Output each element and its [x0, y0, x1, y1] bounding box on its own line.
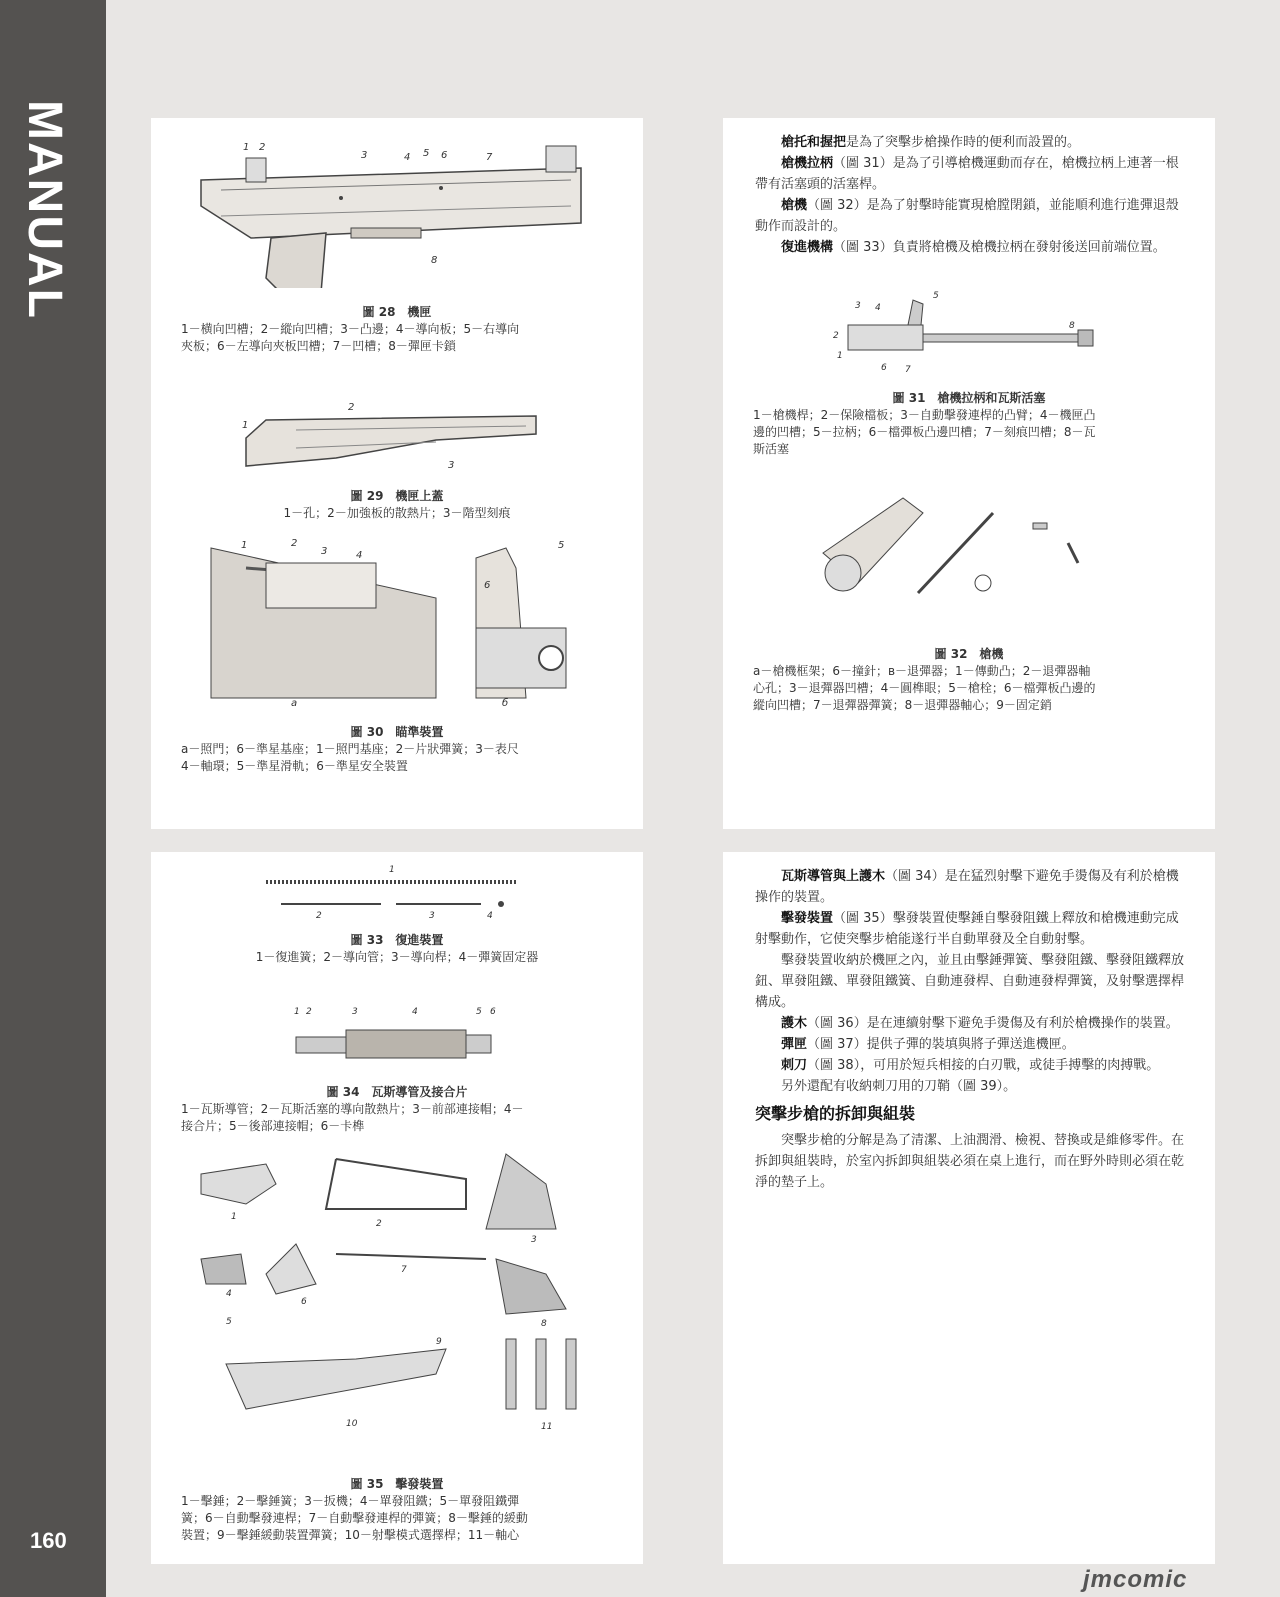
fig35-label-1: 1 [231, 1212, 237, 1222]
fig33-illustration [261, 862, 521, 922]
fig35-line-3: 裝置；9－擊錘緩動裝置彈簧；10－射擊模式選擇桿；11－軸心 [181, 1528, 520, 1542]
paragraph-charging-handle: 槍機拉柄（圖 31）是為了引導槍機運動而存在，槍機拉柄上連著一根帶有活塞頭的活塞桿。 [755, 156, 1179, 192]
fig31-label-7: 7 [905, 365, 911, 375]
fig31-label-4: 4 [875, 303, 881, 313]
fig32-line-1: a－槍機框架；6－撞針；в－退彈器；1－傳動凸；2－退彈器軸 [753, 664, 1091, 678]
fig29-label-3: 3 [448, 460, 455, 471]
fig35-label-6: 6 [301, 1297, 307, 1307]
fig29-label-1: 1 [242, 420, 249, 431]
text-block-bottom [755, 866, 1185, 1193]
fig28-label-3: 3 [361, 150, 368, 161]
paragraph-bayonet: 刺刀（圖 38），可用於短兵相接的白刃戰，或徒手搏擊的肉搏戰。 [781, 1058, 1160, 1073]
fig31-title: 圖 31 槍機拉柄和瓦斯活塞 [892, 391, 1046, 405]
fig32-line-2: 心孔；3－退彈器凹槽；4－圓榫眼；5－槍栓；6－檔彈板凸邊的 [753, 681, 1096, 695]
fig34-label-5: 5 [476, 1007, 482, 1017]
figure-panel-top-right [723, 118, 1215, 829]
fig31-line-2: 邊的凹槽；5－拉柄；6－檔彈板凸邊凹槽；7－刻痕凹槽；8－瓦 [753, 425, 1096, 439]
fig28-caption [181, 304, 613, 355]
fig35-label-7: 7 [401, 1265, 407, 1275]
fig32-illustration [813, 493, 1113, 633]
fig35-label-3: 3 [531, 1235, 537, 1245]
fig34-label-6: 6 [490, 1007, 496, 1017]
fig29-caption [181, 488, 613, 522]
fig28-label-5: 5 [423, 148, 430, 159]
sidebar-title: MANUAL [18, 100, 71, 320]
fig30-label-3: 3 [321, 546, 328, 557]
fig34-line-1: 1－瓦斯導管；2－瓦斯活塞的導向散熱片；3－前部連接帽；4－ [181, 1102, 524, 1116]
paragraph-trigger-parts: 擊發裝置收納於機匣之內，並且由擊錘彈簧、擊發阻鐵、擊發阻鐵釋放鈕、單發阻鐵、單發阻鐵簧、自動連發桿、自動連發桿彈簧，及射擊選擇桿構成。 [755, 953, 1185, 1010]
fig33-label-3: 3 [429, 911, 435, 921]
fig30-caption [181, 724, 613, 775]
text-panel-bottom-right [723, 852, 1215, 1564]
fig33-label-1: 1 [389, 865, 395, 875]
fig33-caption [181, 932, 613, 966]
fig30-label-6: 6 [484, 580, 491, 591]
fig31-label-8: 8 [1069, 321, 1075, 331]
fig35-line-2: 簧；6－自動擊發連桿；7－自動擊發連桿的彈簧；8－擊錘的緩動 [181, 1511, 528, 1525]
fig35-label-10: 10 [346, 1419, 358, 1429]
fig30-label-2: 2 [291, 538, 298, 549]
fig31-label-2: 2 [833, 331, 839, 341]
fig34-label-4: 4 [412, 1007, 418, 1017]
sidebar [0, 0, 106, 1597]
fig30-line-2: 4－軸環；5－準星滑軌；6－準星安全裝置 [181, 759, 408, 773]
fig29-line-1: 1－孔；2－加強板的散熱片；3－階型刻痕 [283, 506, 511, 520]
fig34-label-2: 2 [306, 1007, 312, 1017]
fig30-label-b: б [502, 698, 509, 709]
fig28-label-8: 8 [431, 255, 438, 266]
fig34-label-3: 3 [352, 1007, 358, 1017]
fig30-label-a: a [291, 698, 298, 709]
fig35-label-11: 11 [541, 1422, 553, 1432]
fig34-line-2: 接合片；5－後部連接帽；6－卡榫 [181, 1119, 365, 1133]
fig29-illustration [236, 398, 546, 478]
fig28-label-7: 7 [486, 152, 493, 163]
fig35-label-8: 8 [541, 1319, 547, 1329]
figure-panel-bottom-left [151, 852, 643, 1564]
paragraph-stock: 槍托和握把是為了突擊步槍操作時的便利而設置的。 [781, 135, 1081, 150]
fig34-illustration [286, 1002, 506, 1072]
fig31-caption [753, 390, 1185, 458]
text-block-top [755, 132, 1185, 258]
paragraph-disassembly: 突擊步槍的分解是為了清潔、上油潤滑、檢視、替換或是維修零件。在拆卸與組裝時，於室內拆卸與組裝必須在桌上進行，而在野外時則必須在乾淨的墊子上。 [755, 1133, 1185, 1190]
fig28-illustration [191, 128, 591, 288]
fig35-illustration [186, 1144, 596, 1444]
fig32-caption [753, 646, 1185, 714]
paragraph-trigger: 擊發裝置（圖 35）擊發裝置使擊錘自擊發阻鐵上釋放和槍機連動完成射擊動作，它使突擊步槍能遂行半自動單發及全自動射擊。 [755, 911, 1179, 947]
fig33-title: 圖 33 復進裝置 [350, 933, 444, 947]
fig30-illustration [206, 538, 576, 728]
fig30-title: 圖 30 瞄準裝置 [350, 725, 444, 739]
figure-panel-top-left [151, 118, 643, 829]
watermark: jmcomic [1083, 1566, 1188, 1593]
fig30-label-1: 1 [241, 540, 248, 551]
fig35-label-9: 9 [436, 1337, 442, 1347]
fig31-illustration [823, 290, 1103, 380]
fig28-label-6: 6 [441, 150, 448, 161]
paragraph-scabbard: 另外還配有收納刺刀用的刀鞘（圖 39）。 [781, 1079, 1017, 1094]
fig31-label-6: 6 [881, 363, 887, 373]
fig28-line-2: 夾板；6－左導向夾板凹槽；7－凹槽；8－彈匣卡鎖 [181, 339, 456, 353]
fig33-label-2: 2 [316, 911, 322, 921]
paragraph-gas-tube: 瓦斯導管與上護木（圖 34）是在猛烈射擊下避免手燙傷及有利於槍機操作的裝置。 [755, 869, 1179, 905]
paragraph-bolt: 槍機（圖 32）是為了射擊時能實現槍膛閉鎖，並能順利進行進彈退殼動作而設計的。 [755, 198, 1179, 234]
fig35-title: 圖 35 擊發裝置 [350, 1477, 444, 1491]
page-number: 160 [30, 1528, 67, 1553]
fig31-label-3: 3 [855, 301, 861, 311]
paragraph-magazine: 彈匣（圖 37）提供子彈的裝填與將子彈送進機匣。 [781, 1037, 1075, 1052]
fig29-title: 圖 29 機匣上蓋 [350, 489, 444, 503]
fig28-title: 圖 28 機匣 [362, 305, 432, 319]
fig28-line-1: 1－横向凹槽；2－縱向凹槽；3－凸邊；4－導向板；5－右導向 [181, 322, 520, 336]
paragraph-recoil: 復進機構（圖 33）負責將槍機及槍機拉柄在發射後送回前端位置。 [781, 240, 1166, 255]
fig31-label-1: 1 [837, 351, 843, 361]
fig31-line-3: 斯活塞 [753, 442, 790, 456]
fig30-label-4: 4 [356, 550, 363, 561]
fig32-title: 圖 32 槍機 [934, 647, 1004, 661]
fig28-label-1: 1 [243, 142, 250, 153]
fig35-label-5: 5 [226, 1317, 232, 1327]
fig32-line-3: 縱向凹槽；7－退彈器彈簧；8－退彈器軸心；9－固定銷 [753, 698, 1052, 712]
fig29-label-2: 2 [348, 402, 355, 413]
fig31-line-1: 1－槍機桿；2－保險檔板；3－自動擊發連桿的凸臂；4－機匣凸 [753, 408, 1096, 422]
fig35-line-1: 1－擊錘；2－擊錘簧；3－扳機；4－單發阻鐵；5－單發阻鐵彈 [181, 1494, 520, 1508]
fig34-caption [181, 1084, 613, 1135]
fig35-label-2: 2 [376, 1219, 382, 1229]
fig33-line-1: 1－復進簧；2－導向管；3－導向桿；4－彈簧固定器 [255, 950, 539, 964]
fig33-label-4: 4 [487, 911, 493, 921]
fig35-label-4: 4 [226, 1289, 232, 1299]
fig34-label-1: 1 [294, 1007, 300, 1017]
paragraph-handguard: 護木（圖 36）是在連續射擊下避免手燙傷及有利於槍機操作的裝置。 [781, 1016, 1179, 1031]
fig35-caption [181, 1476, 613, 1544]
fig30-line-1: a－照門；6－準星基座；1－照門基座；2－片狀彈簧；3－表尺 [181, 742, 519, 756]
section-heading: 突擊步槍的拆卸與組裝 [755, 1104, 916, 1123]
fig34-title: 圖 34 瓦斯導管及接合片 [326, 1085, 468, 1099]
fig30-label-5: 5 [558, 540, 565, 551]
fig28-label-4: 4 [404, 152, 411, 163]
fig28-label-2: 2 [259, 142, 266, 153]
fig31-label-5: 5 [933, 291, 939, 301]
